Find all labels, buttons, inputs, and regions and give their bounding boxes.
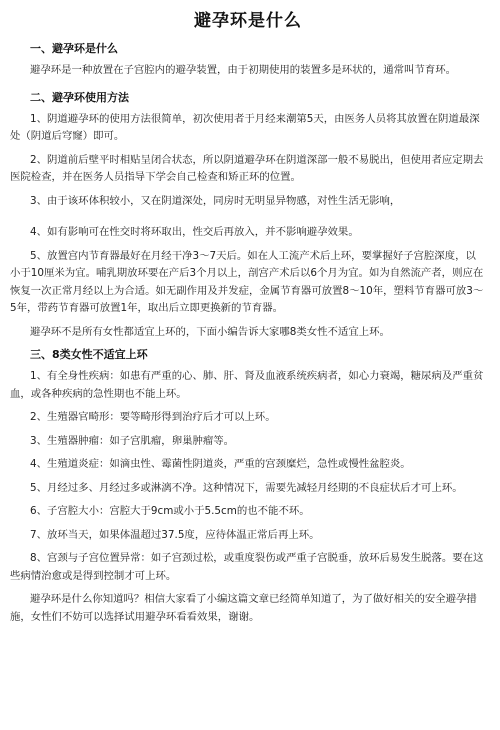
section-heading-unsuitable: 三、8类女性不适宜上环 <box>30 348 148 361</box>
paragraph: 2、生殖器官畸形：要等畸形得到治疗后才可以上环。 <box>30 411 276 423</box>
paragraph: 4、如有影响可在性交时将环取出，性交后再放入，并不影响避孕效果。 <box>30 226 359 238</box>
section-heading-what: 一、避孕环是什么 <box>30 42 118 55</box>
paragraph: 4、生殖道炎症：如滴虫性、霉菌性阴道炎，严重的宫颈糜烂，急性或慢性盆腔炎。 <box>30 458 411 470</box>
section-heading-usage: 二、避孕环使用方法 <box>30 90 129 104</box>
paragraph: 5、放置宫内节育器最好在月经干净3～7天后。如在人工流产术后上环，要掌握好子宫腔深度，以小于10厘米为宜。哺乳期放环要在产后3个月以上，剖宫产术后以6个月为宜。如为自然流产者，则应在恢复一次正常月经以上为合适。如无副作用及并发症，金属节育器可放置8～10年，塑料节育器可放3～5年，带药节育器可放置1年，取出后立即更换新的节育器。 <box>10 249 484 314</box>
page-title: 避孕环是什么 <box>194 11 302 31</box>
paragraph: 避孕环不是所有女性都适宜上环的，下面小编告诉大家哪8类女性不适宜上环。 <box>30 325 390 338</box>
paragraph: 7、放环当天，如果体温超过37.5度，应待体温正常后再上环。 <box>30 528 320 541</box>
paragraph: 避孕环是一种放置在子宫腔内的避孕装置，由于初期使用的装置多是环状的，通常叫节育环。 <box>30 64 457 76</box>
paragraph: 6、子宫腔大小：宫腔大于9cm或小于5.5cm的也不能不环。 <box>30 505 310 517</box>
paragraph: 5、月经过多、月经过多或淋漓不净。这种情况下，需要先减轻月经期的不良症状后才可上环。 <box>30 481 463 494</box>
paragraph: 避孕环是什么你知道吗？相信大家看了小编这篇文章已经简单知道了，为了做好相关的安全避孕措施，女性们不妨可以选择试用避孕环看看效果，谢谢。 <box>10 593 477 623</box>
paragraph: 2、阴道前后壁平时相贴呈闭合状态，所以阴道避孕环在阴道深部一般不易脱出，但使用者应定期去医院检查，并在医务人员指导下学会自己检查和矫正环的位置。 <box>10 153 484 183</box>
paragraph: 1、有全身性疾病：如患有严重的心、肺、肝、肾及血液系统疾病者，如心力衰竭，糖尿病及严重贫血，或各种疾病的急性期也不能上环。 <box>10 370 484 400</box>
paragraph: 8、宫颈与子宫位置异常：如子宫颈过松，或重度裂伤或严重子宫脱垂，放环后易发生脱落。要在这些病情治愈或是得到控制才可上环。 <box>10 552 484 582</box>
paragraph: 1、阴道避孕环的使用方法很简单，初次使用者于月经来潮第5天，由医务人员将其放置在阴道最深处（阴道后穹窿）即可。 <box>10 112 480 142</box>
paragraph: 3、由于该环体积较小，又在阴道深处，同房时无明显异物感，对性生活无影响， <box>30 194 401 207</box>
paragraph: 3、生殖器肿瘤：如子宫肌瘤，卵巢肿瘤等。 <box>30 434 235 447</box>
